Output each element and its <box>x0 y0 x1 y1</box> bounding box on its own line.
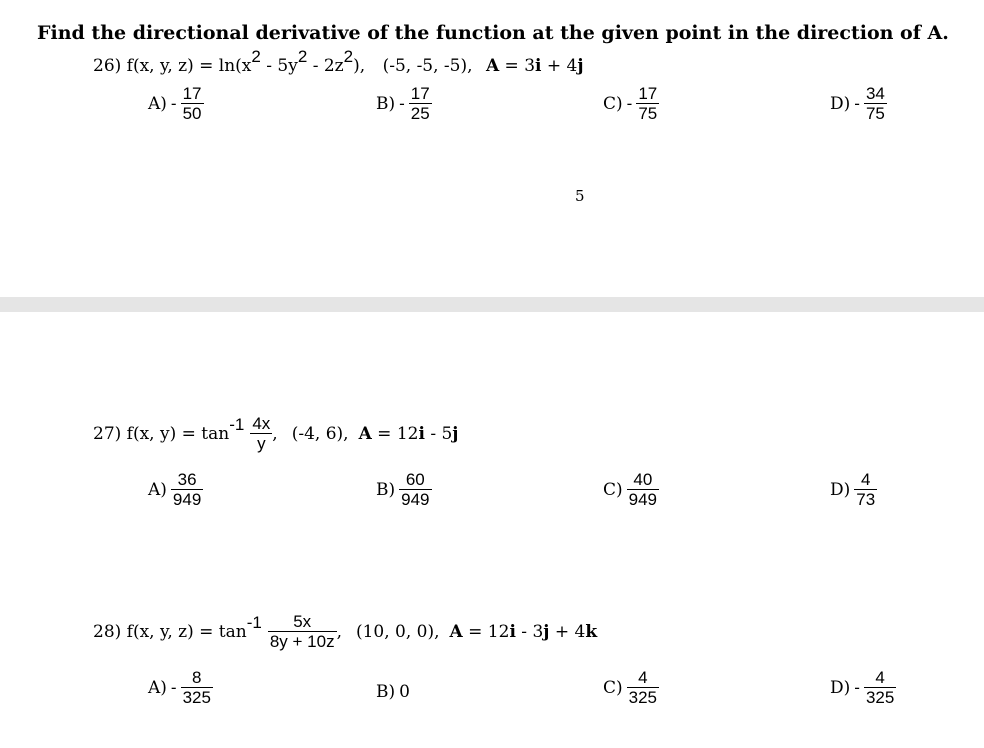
problem-27-choice-c[interactable]: C) $\frac{40}{949}$ <box>603 470 658 509</box>
fraction: $\frac{17}{75}$ <box>638 84 658 123</box>
fraction: $\frac{17}{50}$ <box>182 84 202 123</box>
problem-26-choice-b[interactable]: B) - $\frac{17}{25}$ <box>376 84 430 123</box>
problem-26-choice-d[interactable]: D) - $\frac{34}{75}$ <box>830 84 885 123</box>
problem-26-direction: A = 3i + 4j <box>485 56 584 76</box>
problem-28-argument-fraction: $\frac{5x}{8y + 10z}$ <box>269 612 335 651</box>
fraction: $\frac{8}{325}$ <box>182 668 211 707</box>
problem-27-function: 27) f(x, $y) = \tan^{-1}$ <box>93 414 245 444</box>
fraction: $\frac{40}{949}$ <box>628 470 658 509</box>
problem-26-choice-c[interactable]: C) - $\frac{17}{75}$ <box>603 84 658 123</box>
problem-27-point: (-4, 6), <box>291 423 349 444</box>
fraction: $\frac{60}{949}$ <box>401 470 430 509</box>
problem-28-point: (10, 0, 0), <box>355 621 440 642</box>
problem-27-argument-fraction: $\frac{4x}{y}$ <box>252 414 271 453</box>
problem-27-direction: A = 12i - 5j <box>358 423 459 444</box>
problem-26-statement <box>93 47 584 76</box>
problem-28-choice-c[interactable]: C) $\frac{4}{325}$ <box>603 668 658 707</box>
problem-28-statement: 28) f(x, y, $z) = \tan^{-1}$ $\frac{5x}{8y + 10z}$ , (10, 0, 0), A = 12i - 3j + 4k <box>93 612 598 651</box>
instructions-heading: Find the directional derivative of the function at the given point in the direction of A. <box>37 22 949 44</box>
fraction: $\frac{4}{325}$ <box>628 668 658 707</box>
problem-26-function: 26) f(x, y, $z) = \ln(x^2 - 5y^2 - 2z^2)$, <box>93 47 366 76</box>
problem-28-choice-b[interactable]: B) 0 <box>376 682 410 702</box>
fraction: $\frac{4}{325}$ <box>865 668 895 707</box>
problem-28-choice-a[interactable]: A) - $\frac{8}{325}$ <box>148 668 211 707</box>
problem-27-choice-d[interactable]: D) $\frac{4}{73}$ <box>830 470 876 509</box>
problem-26-point: (-5, -5, -5), <box>382 56 473 76</box>
page-divider <box>0 297 984 312</box>
page-number: 5 <box>575 187 585 205</box>
problem-28-direction: A = 12i - 3j + 4k <box>449 621 598 642</box>
fraction: $\frac{34}{75}$ <box>865 84 885 123</box>
fraction: $\frac{17}{25}$ <box>410 84 430 123</box>
problem-28-choice-d[interactable]: D) - $\frac{4}{325}$ <box>830 668 895 707</box>
problem-26-choice-a[interactable]: A) - $\frac{17}{50}$ <box>148 84 202 123</box>
problem-27-statement: 27) f(x, $y) = \tan^{-1}$ $\frac{4x}{y}$ , (-4, 6), A = 12i - 5j <box>93 414 459 453</box>
problem-27-choice-b[interactable]: B) $\frac{60}{949}$ <box>376 470 430 509</box>
fraction: $\frac{4}{73}$ <box>856 470 876 509</box>
problem-28-function: 28) f(x, y, $z) = \tan^{-1}$ <box>93 612 262 642</box>
fraction: $\frac{36}{949}$ <box>172 470 202 509</box>
problem-27-choice-a[interactable]: A) $\frac{36}{949}$ <box>148 470 202 509</box>
